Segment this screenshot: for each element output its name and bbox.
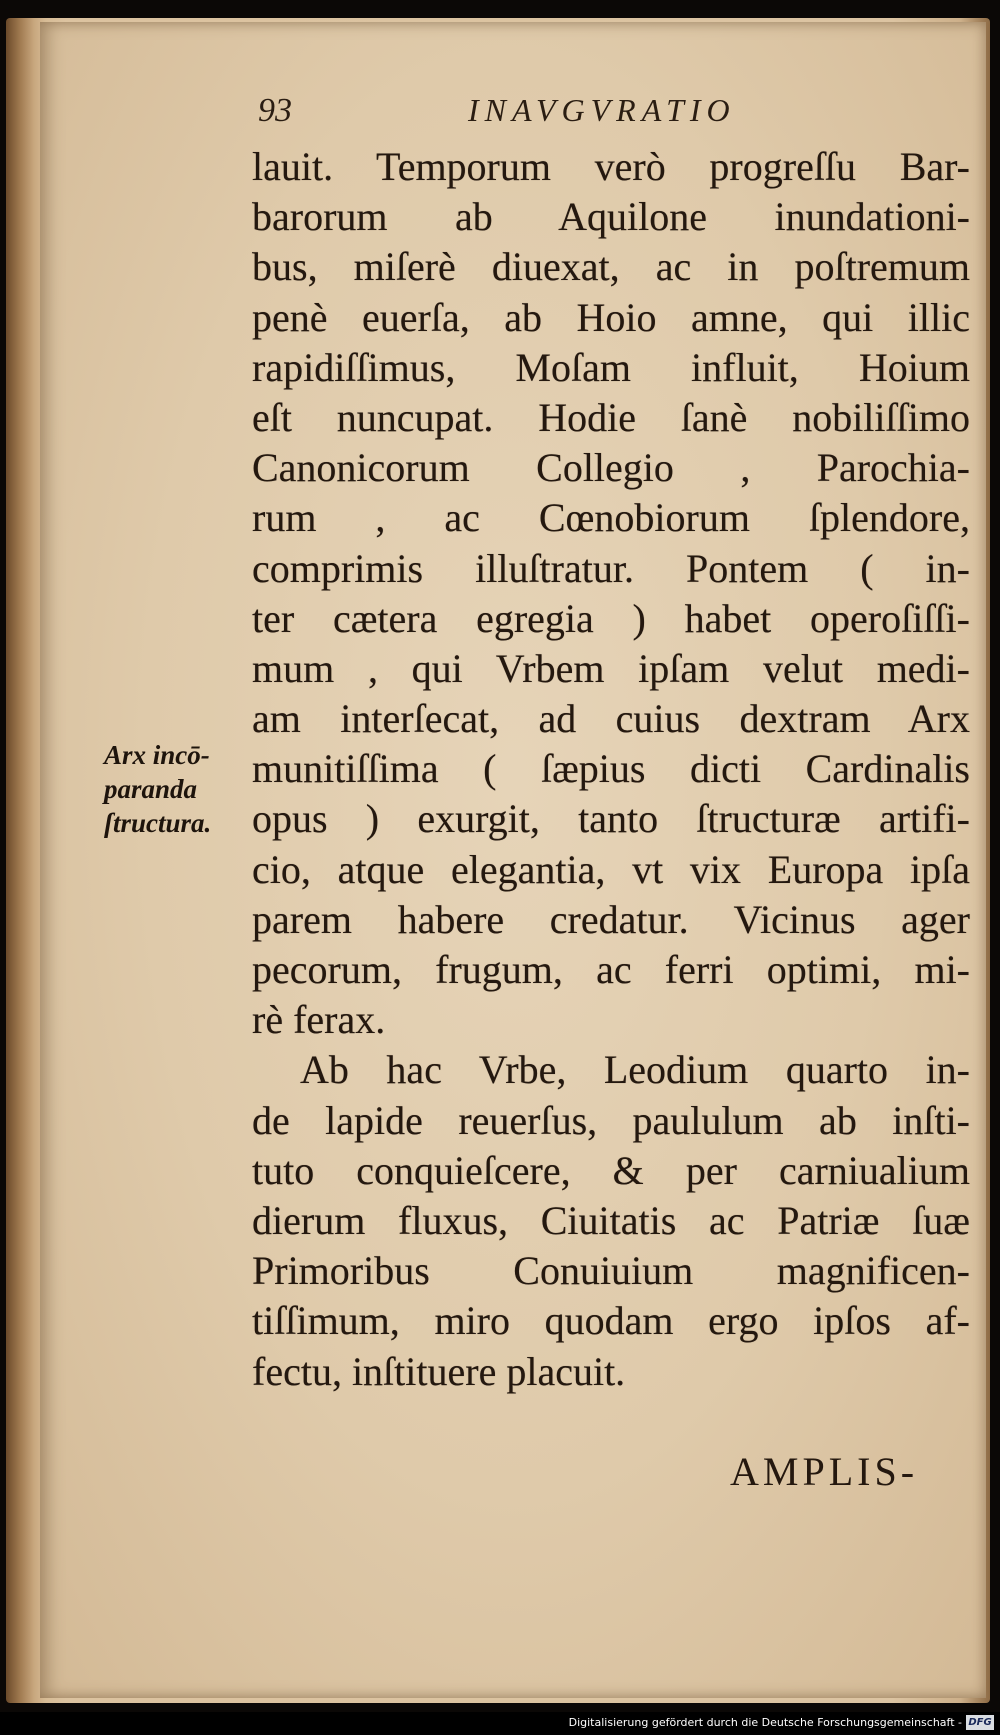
body-text bbox=[252, 142, 970, 1397]
text-line: barorum ab Aquilone inundationi- bbox=[252, 194, 970, 240]
dfg-logo: DFG bbox=[966, 1715, 994, 1730]
text-line: eſt nuncupat. Hodie ſanè nobiliſſimo bbox=[252, 394, 970, 440]
page-header bbox=[258, 88, 818, 138]
margin-note-line: paranda bbox=[104, 774, 198, 804]
text-line: parem habere credatur. Vicinus ager bbox=[252, 896, 970, 942]
text-line: munitiſſima ( ſæpius dicti Cardinalis bbox=[252, 746, 970, 792]
text-line: tuto conquieſcere, & per carniualium bbox=[252, 1147, 970, 1193]
text-line: am interſecat, ad cuius dextram Arx bbox=[252, 696, 970, 742]
text-line: opus ) exurgit, tanto ſtructuræ artifi- bbox=[252, 796, 970, 842]
text-line: tiſſimum, miro quodam ergo ipſos af- bbox=[252, 1298, 970, 1344]
margin-note-line: ſtructura. bbox=[104, 808, 212, 838]
running-title: INAVGVRATIO bbox=[468, 92, 736, 128]
text-line: dierum fluxus, Ciuitatis ac Patriæ ſuæ bbox=[252, 1197, 970, 1243]
funding-credit: Digitalisierung gefördert durch die Deutsche Forschungsgemeinschaft - bbox=[568, 1716, 962, 1729]
text-line: rè ferax. bbox=[252, 997, 386, 1043]
text-line: Ab hac Vrbe, Leodium quarto in- bbox=[300, 1047, 970, 1093]
text-line: fectu, inſtituere placuit. bbox=[252, 1348, 626, 1394]
text-line: bus, miſerè diuexat, ac in poſtremum bbox=[252, 244, 970, 290]
text-line: Primoribus Conuiuium magnificen- bbox=[252, 1248, 970, 1294]
text-line: mum , qui Vrbem ipſam velut medi- bbox=[252, 645, 970, 691]
text-line: rapidiſſimus, Moſam influit, Hoium bbox=[252, 344, 970, 390]
text-line: penè euerſa, ab Hoio amne, qui illic bbox=[252, 294, 970, 340]
text-line: pecorum, frugum, ac ferri optimi, mi- bbox=[252, 947, 970, 992]
text-line: rum , ac Cœnobiorum ſplendore, bbox=[252, 495, 970, 541]
text-line: ter cætera egregia ) habet operoſiſſi- bbox=[252, 595, 970, 641]
margin-note-line: Arx incō- bbox=[104, 740, 210, 770]
text-line: lauit. Temporum verò progreſſu Bar- bbox=[252, 144, 970, 189]
page-number: 93 bbox=[258, 92, 292, 129]
catchword: AMPLIS- bbox=[730, 1449, 919, 1494]
text-line: Canonicorum Collegio , Parochia- bbox=[252, 445, 970, 491]
text-line: de lapide reuerſus, paululum ab inſti- bbox=[252, 1097, 970, 1143]
margin-note bbox=[104, 738, 254, 840]
text-line: comprimis illuſtratur. Pontem ( in- bbox=[252, 545, 970, 591]
text-line: cio, atque elegantia, vt vix Europa ipſa bbox=[252, 846, 970, 892]
